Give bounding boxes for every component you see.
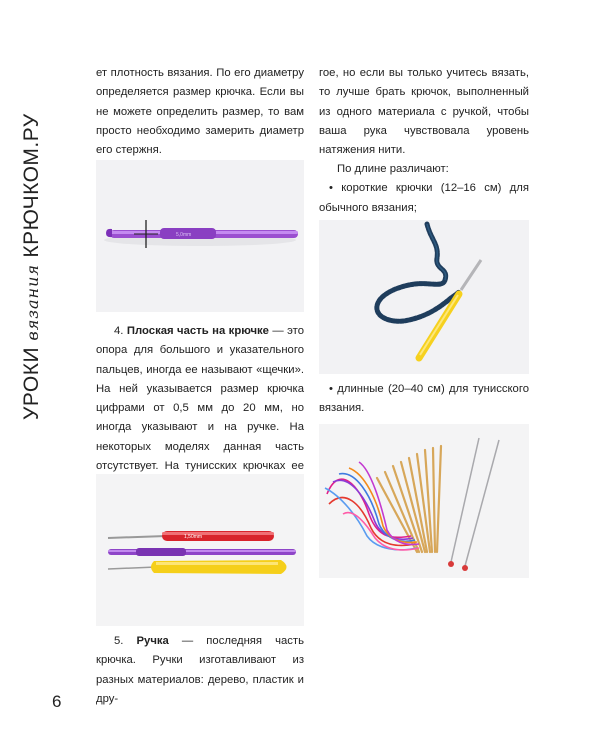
stopper-2 <box>462 565 468 571</box>
brand-text-script: вязания <box>23 264 42 341</box>
right-intro-text: гое, но если вы только учитесь вязать, то лучше брать крючок, выполненный из одного материала с ручкой, чтобы ваша рука чувствовала уровень натяжения нити. <box>319 67 529 157</box>
item-4-block <box>96 322 304 496</box>
item-5-number: 5. <box>114 635 124 647</box>
brand-text-1: УРОКИ <box>20 346 43 420</box>
item-4-text: — это опора для большого и указательного пальцев, иногда ее называют «щечки». На ней указывается размер крючка цифрами от 0,5 мм до 20 мм, но иногда указывают и на ручке. На некоторых моделях данная часть отсутствует. На тунисских крючках ее <box>96 325 305 473</box>
short-hook-photo <box>319 220 529 374</box>
three-hooks-illustration <box>96 474 304 626</box>
hook-size-label: 5,0mm <box>176 232 192 238</box>
bullet-short-hooks: • короткие крючки (12–16 см) для обычного вязания; <box>319 182 529 214</box>
hook-diameter-illustration <box>96 160 304 312</box>
tunisian-hooks-photo <box>319 424 529 578</box>
left-intro-block <box>96 64 304 160</box>
item-4-number: 4. <box>114 325 124 337</box>
length-heading: По длине различают: <box>337 163 449 175</box>
stopper-1 <box>448 561 454 567</box>
left-intro-text: ет плотность вязания. По его диаметру определяется размер крючка. Если вы не можете определить размер, то вам просто необходимо замерить диаметр его стержня. <box>96 67 304 157</box>
item-5-text: — последняя часть крючка. Ручки изготавливают из разных материалов: дерево, пластик и дру- <box>96 635 304 705</box>
brand-text-2: КРЮЧКОМ.РУ <box>20 113 43 258</box>
item-4-heading: Плоская часть на крючке <box>126 325 269 337</box>
item-5-heading: Ручка <box>136 635 169 647</box>
tunisian-hooks-illustration <box>319 424 529 578</box>
vertical-brand <box>14 113 50 420</box>
hook-diameter-photo <box>96 160 304 312</box>
item-5-block <box>96 632 304 709</box>
short-hook-illustration <box>319 220 529 374</box>
length-block <box>319 160 529 218</box>
long-hooks-block <box>319 380 529 419</box>
red-hook-label: 1,50mm <box>184 534 203 540</box>
right-intro-block <box>319 64 529 160</box>
bullet-long-hooks: • длинные (20–40 см) для тунисского вязания. <box>319 383 529 415</box>
page-number: 6 <box>52 692 62 711</box>
three-hooks-photo <box>96 474 304 626</box>
